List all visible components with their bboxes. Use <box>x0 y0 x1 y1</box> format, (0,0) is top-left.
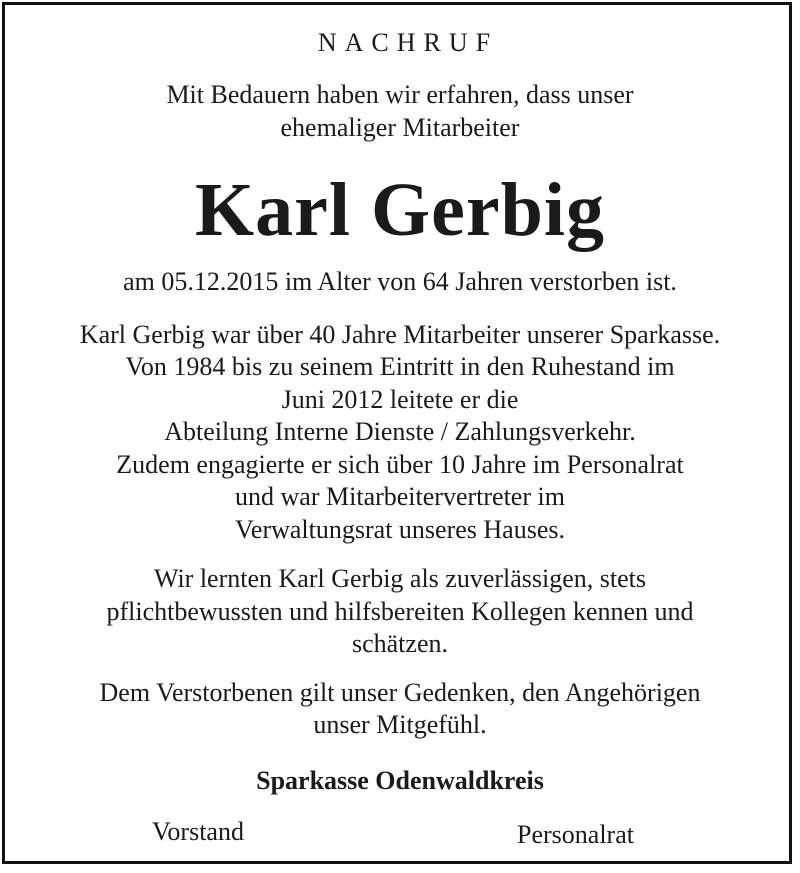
appreciation-line-1: Wir lernten Karl Gerbig als zuverlässigen, stets <box>153 564 647 593</box>
intro-line-2: ehemaliger Mitarbeiter <box>280 113 520 142</box>
signature-left: Vorstand <box>152 817 244 846</box>
appreciation-line-3: schätzen. <box>351 629 448 658</box>
notice-heading: NACHRUF <box>317 28 499 57</box>
intro-line-1: Mit Bedauern haben wir erfahren, dass unser <box>166 80 634 109</box>
career-line-6: und war Mitarbeitervertreter im <box>235 482 565 511</box>
condolence-line-1: Dem Verstorbenen gilt unser Gedenken, den Angehörigen <box>99 678 701 707</box>
condolence-line-2: unser Mitgefühl. <box>313 710 487 739</box>
appreciation-line-2: pflichtbewussten und hilfsbereiten Kollegen kennen und <box>106 597 694 626</box>
death-line: am 05.12.2015 im Alter von 64 Jahren verstorben ist. <box>123 267 677 296</box>
signature-right: Personalrat <box>517 820 634 849</box>
signature-organization: Sparkasse Odenwaldkreis <box>256 766 544 795</box>
deceased-name: Karl Gerbig <box>195 168 605 252</box>
career-line-4: Abteilung Interne Dienste / Zahlungsverkehr. <box>164 417 636 446</box>
career-line-1: Karl Gerbig war über 40 Jahre Mitarbeiter unserer Sparkasse. <box>79 320 721 349</box>
career-line-7: Verwaltungsrat unseres Hauses. <box>235 515 565 544</box>
career-line-3: Juni 2012 leitete er die <box>281 385 519 414</box>
career-line-2: Von 1984 bis zu seinem Eintritt in den Ruhestand im <box>125 352 675 381</box>
career-line-5: Zudem engagierte er sich über 10 Jahre im Personalrat <box>116 450 684 479</box>
